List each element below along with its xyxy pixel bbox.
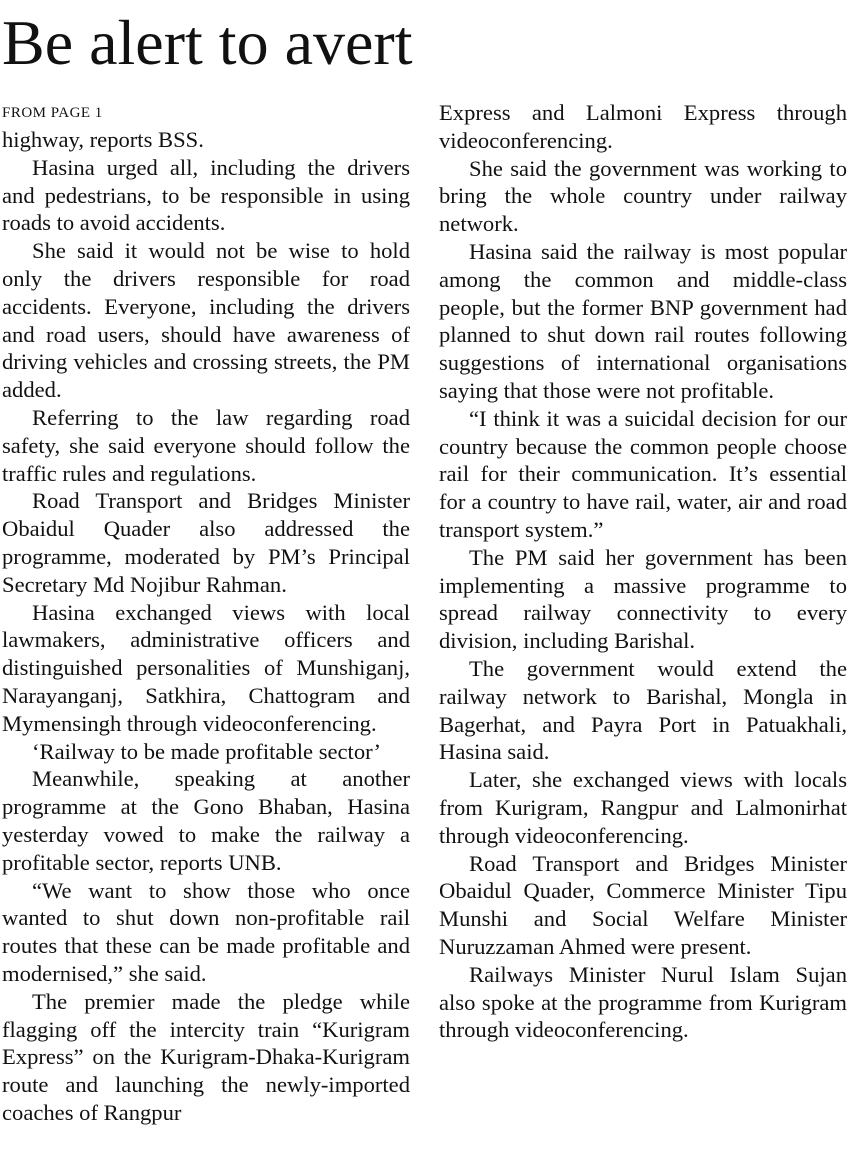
paragraph: The government would extend the railway network to Barishal, Mongla in Bagerhat, and Payra Port in Patuakhali, Hasina said.	[439, 655, 847, 765]
paragraph: Referring to the law regarding road safety, she said everyone should follow the traffic rules and regulations.	[2, 404, 410, 486]
paragraph: Later, she exchanged views with locals from Kurigram, Rangpur and Lalmonirhat through videoconferencing.	[439, 767, 847, 848]
paragraph: highway, reports BSS.	[2, 127, 204, 152]
article-column-right	[439, 99, 847, 1044]
paragraph: The PM said her government has been implementing a massive programme to spread railway connectivity to every division, including Barishal.	[439, 544, 847, 654]
paragraph: The premier made the pledge while flagging off the intercity train “Kurigram Express” on the Kurigram-Dhaka-Kurigram route and launching the newly-imported coaches of Rangpur	[2, 988, 410, 1125]
paragraph: “I think it was a suicidal decision for our country because the common people choose rail for their communication. It’s essential for a country to have rail, water, air and road transport system.”	[439, 405, 847, 542]
paragraph: Road Transport and Bridges Minister Obaidul Quader, Commerce Minister Tipu Munshi and Social Welfare Minister Nuruzzaman Ahmed were present.	[439, 850, 847, 959]
paragraph: Hasina urged all, including the drivers and pedestrians, to be responsible in using roads to avoid accidents.	[2, 154, 410, 236]
subheading: ‘Railway to be made profitable sector’	[32, 738, 382, 764]
paragraph: Hasina exchanged views with local lawmakers, administrative officers and distinguished personalities of Munshiganj, Narayanganj, Satkhira, Chattogram and Mymensingh through videoconferencing.	[2, 599, 410, 736]
paragraph: She said it would not be wise to hold only the drivers responsible for road accidents. Everyone, including the drivers and road users, should have awareness of driving vehicles and crossing streets, the PM added.	[2, 238, 410, 403]
article-column-left	[2, 99, 410, 1127]
paragraph: Express and Lalmoni Express through videoconferencing.	[439, 100, 847, 153]
paragraph: “We want to show those who once wanted to shut down non-profitable rail routes that these can be made profitable and modernised,” she said.	[2, 877, 410, 986]
paragraph: Hasina said the railway is most popular among the common and middle-class people, but the former BNP government had planned to shut down rail routes following suggestions of international organisations saying that those were not profitable.	[439, 238, 847, 403]
paragraph: Meanwhile, speaking at another programme at the Gono Bhaban, Hasina yesterday vowed to make the railway a profitable sector, reports UNB.	[2, 766, 410, 875]
paragraph: Railways Minister Nurul Islam Sujan also spoke at the programme from Kurigram through videoconferencing.	[439, 961, 847, 1043]
headline: Be alert to avert	[2, 7, 413, 78]
jump-label: FROM PAGE 1	[2, 105, 103, 121]
paragraph: She said the government was working to bring the whole country under railway network.	[439, 155, 847, 237]
paragraph: Road Transport and Bridges Minister Obaidul Quader also addressed the programme, moderated by PM’s Principal Secretary Md Nojibur Rahman.	[2, 488, 410, 597]
